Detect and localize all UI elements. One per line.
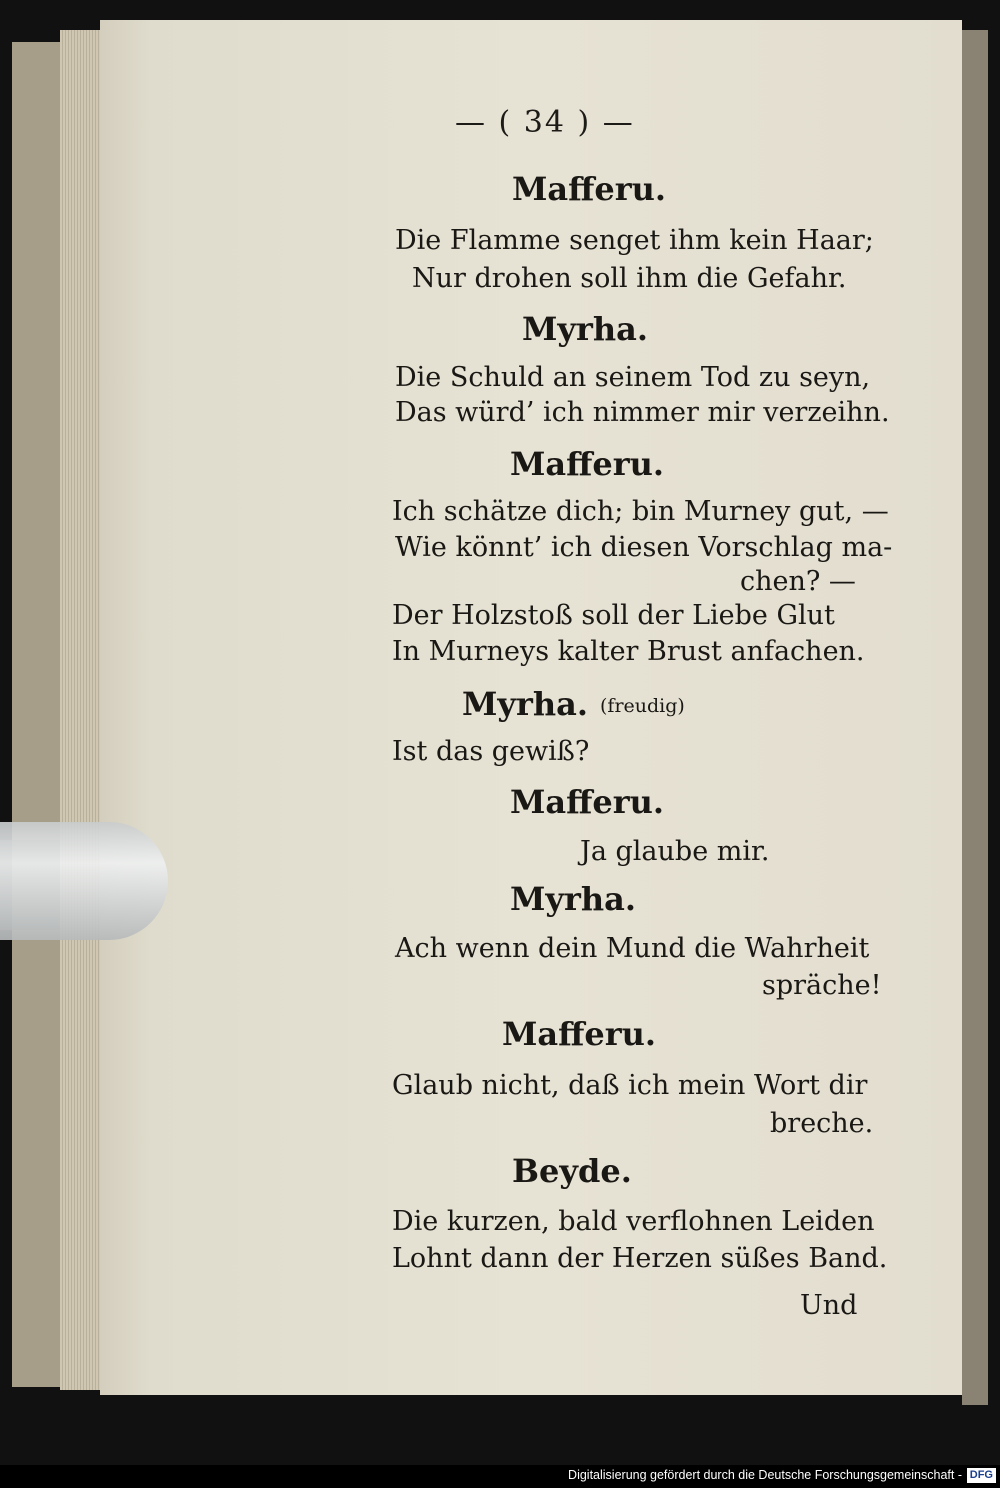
speaker-name: Mafferu. [510, 783, 665, 821]
verse-line: chen? — [740, 566, 856, 597]
dfg-logo: DFG [967, 1468, 996, 1483]
funding-credit: Digitalisierung gefördert durch die Deutsche Forschungsgemeinschaft - [568, 1468, 962, 1482]
verse-line: Der Holzstoß soll der Liebe Glut [392, 600, 835, 631]
verse-line: Ja glaube mir. [580, 836, 770, 867]
verse-line: Das würd’ ich nimmer mir verzeihn. [395, 397, 890, 428]
speaker-name: Myrha. [462, 685, 589, 723]
verse-line: breche. [770, 1108, 874, 1139]
verse-line: Die Schuld an seinem Tod zu seyn, [395, 362, 871, 393]
next-page-edge [962, 30, 988, 1405]
digitization-footer [0, 1465, 1000, 1488]
catchword: Und [800, 1290, 858, 1321]
speaker-name: Mafferu. [510, 445, 665, 483]
verse-line: Glaub nicht, daß ich mein Wort dir [392, 1070, 868, 1101]
verse-line: Ach wenn dein Mund die Wahrheit [395, 933, 870, 964]
verse-line: Lohnt dann der Herzen süßes Band. [392, 1243, 888, 1274]
verse-line: In Murneys kalter Brust anfachen. [392, 636, 865, 667]
speaker-name: Mafferu. [502, 1015, 657, 1053]
speaker-name: Beyde. [512, 1152, 632, 1190]
page-holder-clip [0, 822, 168, 940]
verse-line: Ist das gewiß? [392, 736, 590, 767]
speaker-name: Myrha. [522, 310, 649, 348]
page-number: — ( 34 ) — [455, 105, 635, 140]
verse-line: Die Flamme senget ihm kein Haar; [395, 225, 874, 256]
verse-line: Wie könnt’ ich diesen Vorschlag ma- [395, 532, 893, 563]
verse-line: Die kurzen, bald verflohnen Leiden [392, 1206, 875, 1237]
verse-line: Nur drohen soll ihm die Gefahr. [412, 263, 847, 294]
stage-direction: (freudig) [600, 695, 685, 717]
verse-line: Ich schätze dich; bin Murney gut, — [392, 496, 889, 527]
speaker-name: Myrha. [510, 880, 637, 918]
verse-line: spräche! [762, 970, 882, 1001]
speaker-name: Mafferu. [512, 170, 667, 208]
